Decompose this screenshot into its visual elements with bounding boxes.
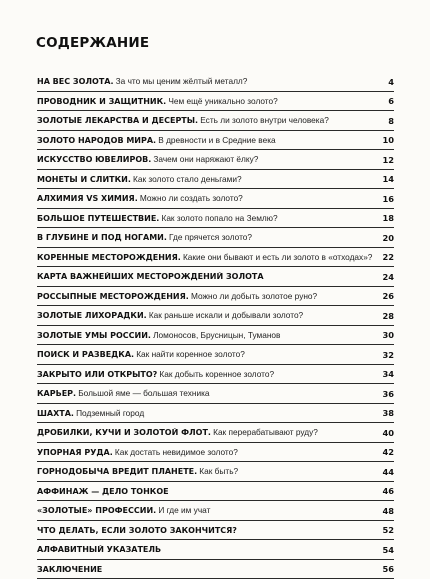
toc-entry-page-number: 56 [376, 564, 394, 574]
toc-entry-subtitle: Как добыть коренное золото? [159, 370, 274, 379]
toc-entry-text [37, 272, 376, 281]
toc-entry-heading: ЗОЛОТЫЕ ЛЕКАРСТВА И ДЕСЕРТЫ. [37, 116, 198, 125]
toc-entry[interactable] [37, 306, 394, 326]
toc-entry-page-number: 10 [376, 135, 394, 145]
toc-entry[interactable] [37, 384, 394, 404]
toc-entry-heading: ЗОЛОТЫЕ ЛИХОРАДКИ. [37, 311, 147, 320]
toc-entry-subtitle: Зачем они наряжают ёлку? [153, 155, 258, 164]
toc-entry-page-number: 36 [376, 389, 394, 399]
toc-entry[interactable] [37, 462, 394, 482]
toc-entry-text [37, 331, 376, 340]
toc-entry-subtitle: Есть ли золото внутри человека? [200, 116, 329, 125]
toc-entry[interactable] [37, 170, 394, 190]
toc-entry-text [37, 97, 376, 106]
toc-entry-heading: РОССЫПНЫЕ МЕСТОРОЖДЕНИЯ. [37, 292, 189, 301]
toc-entry-page-number: 32 [376, 350, 394, 360]
toc-entry-subtitle: Как достать невидимое золото? [115, 448, 238, 457]
toc-entry-heading: ГОРНОДОБЫЧА ВРЕДИТ ПЛАНЕТЕ. [37, 467, 197, 476]
toc-entry-page-number: 38 [376, 408, 394, 418]
toc-entry[interactable] [37, 209, 394, 229]
toc-entry-heading: ЗАКРЫТО ИЛИ ОТКРЫТО? [37, 370, 157, 379]
toc-entry-text [37, 155, 376, 164]
toc-entry-text [37, 253, 376, 262]
toc-entry[interactable] [37, 287, 394, 307]
toc-entry-page-number: 44 [376, 467, 394, 477]
toc-entry-subtitle: Большой яме — большая техника [78, 389, 209, 398]
toc-entry-text [37, 77, 376, 86]
toc-entry-page-number: 12 [376, 155, 394, 165]
toc-entry-page-number: 42 [376, 447, 394, 457]
toc-entry-heading: КОРЕННЫЕ МЕСТОРОЖДЕНИЯ. [37, 253, 181, 262]
toc-entry-page-number: 24 [376, 272, 394, 282]
toc-entry-heading: ЗОЛОТЫЕ УМЫ РОССИИ. [37, 331, 151, 340]
toc-entry-text [37, 409, 376, 418]
toc-entry-page-number: 40 [376, 428, 394, 438]
toc-entry-page-number: 8 [376, 116, 394, 126]
toc-entry-subtitle: За что мы ценим жёлтый металл? [116, 77, 248, 86]
toc-entry[interactable] [37, 267, 394, 287]
toc-entry-subtitle: В древности и в Средние века [158, 136, 275, 145]
toc-entry[interactable] [37, 248, 394, 268]
toc-entry-text [37, 487, 376, 496]
toc-entry[interactable] [37, 365, 394, 385]
toc-entry[interactable] [37, 423, 394, 443]
toc-entry[interactable] [37, 326, 394, 346]
toc-entry-heading: НА ВЕС ЗОЛОТА. [37, 77, 114, 86]
toc-entry-page-number: 52 [376, 525, 394, 535]
toc-entry[interactable] [37, 72, 394, 92]
toc-entry-subtitle: Как золото стало деньгами? [133, 175, 242, 184]
toc-entry-heading: В ГЛУБИНЕ И ПОД НОГАМИ. [37, 233, 167, 242]
toc-entry-subtitle: Какие они бывают и есть ли золото в «отходах»? [183, 253, 372, 262]
toc-entry[interactable] [37, 131, 394, 151]
toc-entry-heading: ДРОБИЛКИ, КУЧИ И ЗОЛОТОЙ ФЛОТ. [37, 428, 211, 437]
toc-entry-text [37, 506, 376, 515]
toc-entry-page-number: 20 [376, 233, 394, 243]
toc-entry-text [37, 233, 376, 242]
toc-entry-heading: КАРТА ВАЖНЕЙШИХ МЕСТОРОЖДЕНИЙ ЗОЛОТА [37, 272, 264, 281]
toc-entry-subtitle: И где им учат [158, 506, 210, 515]
toc-entry-text [37, 428, 376, 437]
toc-entry-text [37, 448, 376, 457]
toc-entry-heading: ЗАКЛЮЧЕНИЕ [37, 565, 102, 574]
toc-entry-page-number: 14 [376, 174, 394, 184]
toc-entry-page-number: 22 [376, 252, 394, 262]
toc-entry[interactable] [37, 92, 394, 112]
toc-entry[interactable] [37, 521, 394, 541]
toc-entry-text [37, 136, 376, 145]
toc-entry-subtitle: Где прячется золото? [169, 233, 252, 242]
toc-entry-text [37, 194, 376, 203]
toc-entry-text [37, 389, 376, 398]
toc-entry-text [37, 565, 376, 574]
toc-entry-text [37, 116, 376, 125]
toc-entry-text [37, 350, 376, 359]
toc-entry[interactable] [37, 228, 394, 248]
toc-entry-subtitle: Можно ли добыть золотое руно? [191, 292, 317, 301]
toc-entry-subtitle: Как перерабатывают руду? [213, 428, 318, 437]
toc-entry[interactable] [37, 345, 394, 365]
toc-entry-text [37, 467, 376, 476]
toc-entry[interactable] [37, 111, 394, 131]
toc-entry-text [37, 311, 376, 320]
toc-entry-heading: КАРЬЕР. [37, 389, 76, 398]
toc-entry-text [37, 526, 376, 535]
toc-entry-heading: АФФИНАЖ — ДЕЛО ТОНКОЕ [37, 487, 169, 496]
toc-entry-subtitle: Подземный город [76, 409, 144, 418]
toc-entry-page-number: 34 [376, 369, 394, 379]
toc-entry-subtitle: Как золото попало на Землю? [161, 214, 277, 223]
toc-entry[interactable] [37, 560, 394, 579]
toc-entry[interactable] [37, 404, 394, 424]
toc-entry-subtitle: Чем ещё уникально золото? [168, 97, 277, 106]
toc-entry-heading: ЧТО ДЕЛАТЬ, ЕСЛИ ЗОЛОТО ЗАКОНЧИТСЯ? [37, 526, 237, 535]
toc-entry-heading: «ЗОЛОТЫЕ» ПРОФЕССИИ. [37, 506, 156, 515]
toc-entry-text [37, 175, 376, 184]
toc-entry-heading: ИСКУССТВО ЮВЕЛИРОВ. [37, 155, 151, 164]
toc-entry[interactable] [37, 150, 394, 170]
toc-entry-heading: БОЛЬШОЕ ПУТЕШЕСТВИЕ. [37, 214, 159, 223]
toc-entry-text [37, 292, 376, 301]
toc-entry-heading: ЗОЛОТО НАРОДОВ МИРА. [37, 136, 156, 145]
toc-entry-heading: АЛХИМИЯ VS ХИМИЯ. [37, 194, 138, 203]
toc-entry-page-number: 18 [376, 213, 394, 223]
toc-entry-heading: УПОРНАЯ РУДА. [37, 448, 113, 457]
toc-entry-heading: ШАХТА. [37, 409, 74, 418]
toc-entry-text [37, 370, 376, 379]
toc-entry-page-number: 46 [376, 486, 394, 496]
toc-entry[interactable] [37, 501, 394, 521]
toc-entry-subtitle: Как найти коренное золото? [136, 350, 245, 359]
toc-entry[interactable] [37, 189, 394, 209]
toc-entry-page-number: 16 [376, 194, 394, 204]
toc-entry-subtitle: Можно ли создать золото? [140, 194, 243, 203]
toc-entry-subtitle: Ломоносов, Брусницын, Туманов [153, 331, 280, 340]
toc-entry-page-number: 48 [376, 506, 394, 516]
toc-entry-page-number: 6 [376, 96, 394, 106]
toc-entry-subtitle: Как раньше искали и добывали золото? [149, 311, 303, 320]
toc-entry-page-number: 30 [376, 330, 394, 340]
toc-entry[interactable] [37, 482, 394, 502]
toc-list [37, 72, 394, 579]
toc-entry-page-number: 28 [376, 311, 394, 321]
toc-entry-heading: МОНЕТЫ И СЛИТКИ. [37, 175, 131, 184]
toc-entry[interactable] [37, 443, 394, 463]
toc-entry-heading: ПОИСК И РАЗВЕДКА. [37, 350, 134, 359]
toc-entry-heading: ПРОВОДНИК И ЗАЩИТНИК. [37, 97, 166, 106]
toc-entry-heading: АЛФАВИТНЫЙ УКАЗАТЕЛЬ [37, 545, 161, 554]
toc-entry-page-number: 26 [376, 291, 394, 301]
toc-entry-page-number: 4 [376, 77, 394, 87]
page-title: СОДЕРЖАНИЕ [36, 35, 149, 51]
toc-entry-text [37, 214, 376, 223]
toc-entry-page-number: 54 [376, 545, 394, 555]
toc-entry-subtitle: Как быть? [199, 467, 238, 476]
